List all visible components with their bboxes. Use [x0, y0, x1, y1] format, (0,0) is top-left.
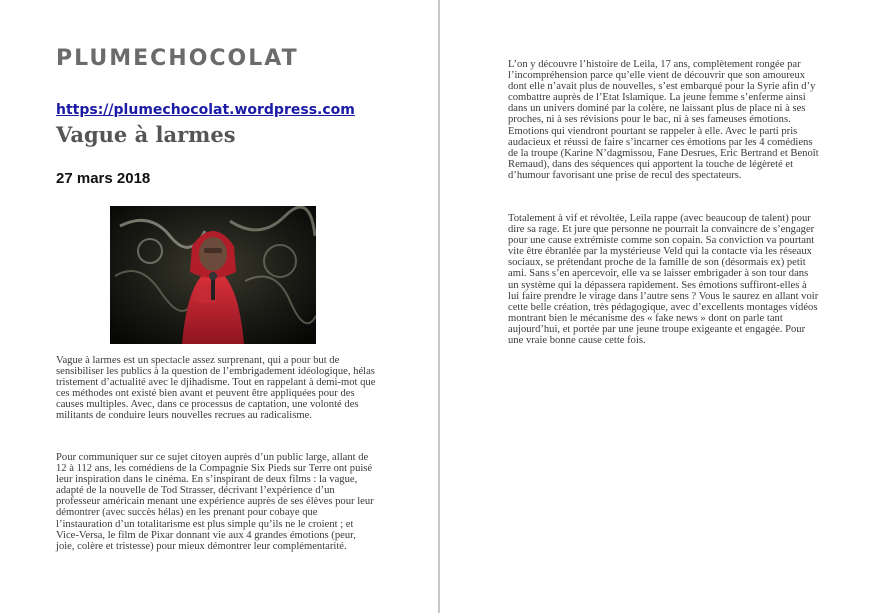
- blog-name: PLUMECHOCOLAT: [56, 46, 299, 71]
- performer-photo-art: [110, 206, 316, 344]
- blog-url-link[interactable]: https://plumechocolat.wordpress.com: [56, 102, 355, 118]
- performer-photo: [110, 206, 316, 344]
- article-title: Vague à larmes: [56, 122, 236, 147]
- article-paragraph: Vague à larmes est un spectacle assez surprenant, qui a pour but de sensibiliser les publics à la question de l’embrigadement idéologique, hélas tristement d’actualité avec le djihadisme. Tout en rappelant à demi-mot que ces méthodes ont existé bien avant et peuvent être appliquées pour des causes multiples. Avec, dans ce processus de captation, une volonté des militants de conduire leurs nouvelles recrues au radicalisme.: [56, 355, 376, 422]
- article-paragraph: L’on y découvre l’histoire de Leila, 17 ans, complètement rongée par l’incompréhension parce qu’elle vient de découvrir que son amoureux dont elle n’avait plus de nouvelles, s’est embarqué pour la Syrie afin d’y combattre auprès de l’Etat Islamique. La jeune femme s’enferme ainsi dans un univers dominé par la colère, ne laissant plus de place ni à ses proches, ni à ses révisions pour le bac, ni à ses fameuses émotions. Emotions qui viendront pourtant se rappeler à elle. Avec le parti pris audacieux et réussi de faire s’incarner ces émotions par les 4 comédiens de la troupe (Karine N’dagmissou, Fane Desrues, Eric Bertrand et Benoît Remaud), dans des séquences qui apportent la touche de légèreté et d’humour favorisant une prise de recul des spectateurs.: [508, 59, 819, 181]
- article-date: 27 mars 2018: [56, 170, 151, 187]
- article-paragraph: Pour communiquer sur ce sujet citoyen auprès d’un public large, allant de 12 à 112 ans, les comédiens de la Compagnie Six Pieds sur Terre ont puisé leur inspiration dans le cinéma. En s’inspirant de deux films : la vague, adapté de la nouvelle de Tod Strasser, décrivant l’expérience d’un professeur américain menant une expérience auprès de ses élèves pour leur démontrer (avec succès hélas) en les prenant pour cobaye que l’instauration d’un totalitarisme est plus simple qu’ils ne le croient ; et Vice-Versa, le film de Pixar donnant vie aux 4 grandes émotions (peur, joie, colère et tristesse) pour mieux démontrer leur complémentarité.: [56, 452, 374, 552]
- article-paragraph: Totalement à vif et révoltée, Leila rappe (avec beaucoup de talent) pour dire sa rage. Et jure que personne ne pourrait la convaincre de s’engager pour une cause extrémiste comme son copain. Sa conviction va pourtant vite être ébranlée par la mystérieuse Veld qui la contacte via les réseaux sociaux, se prétendant proche de la famille de son (désormais ex) petit ami. Sans s’en apercevoir, elle va se laisser embrigader à son tour dans un système qui la dépassera rapidement. Ses émotions suffiront-elles à lui faire prendre le virage dans l’autre sens ? Vous le saurez en allant voir cette belle création, très pédagogique, avec d’excellents montages vidéos montrant bien le mécanisme des « fake news » dont on parle tant aujourd’hui, et portée par une jeune troupe exigeante et engagée. Pour une vraie bonne cause cette fois.: [508, 213, 819, 347]
